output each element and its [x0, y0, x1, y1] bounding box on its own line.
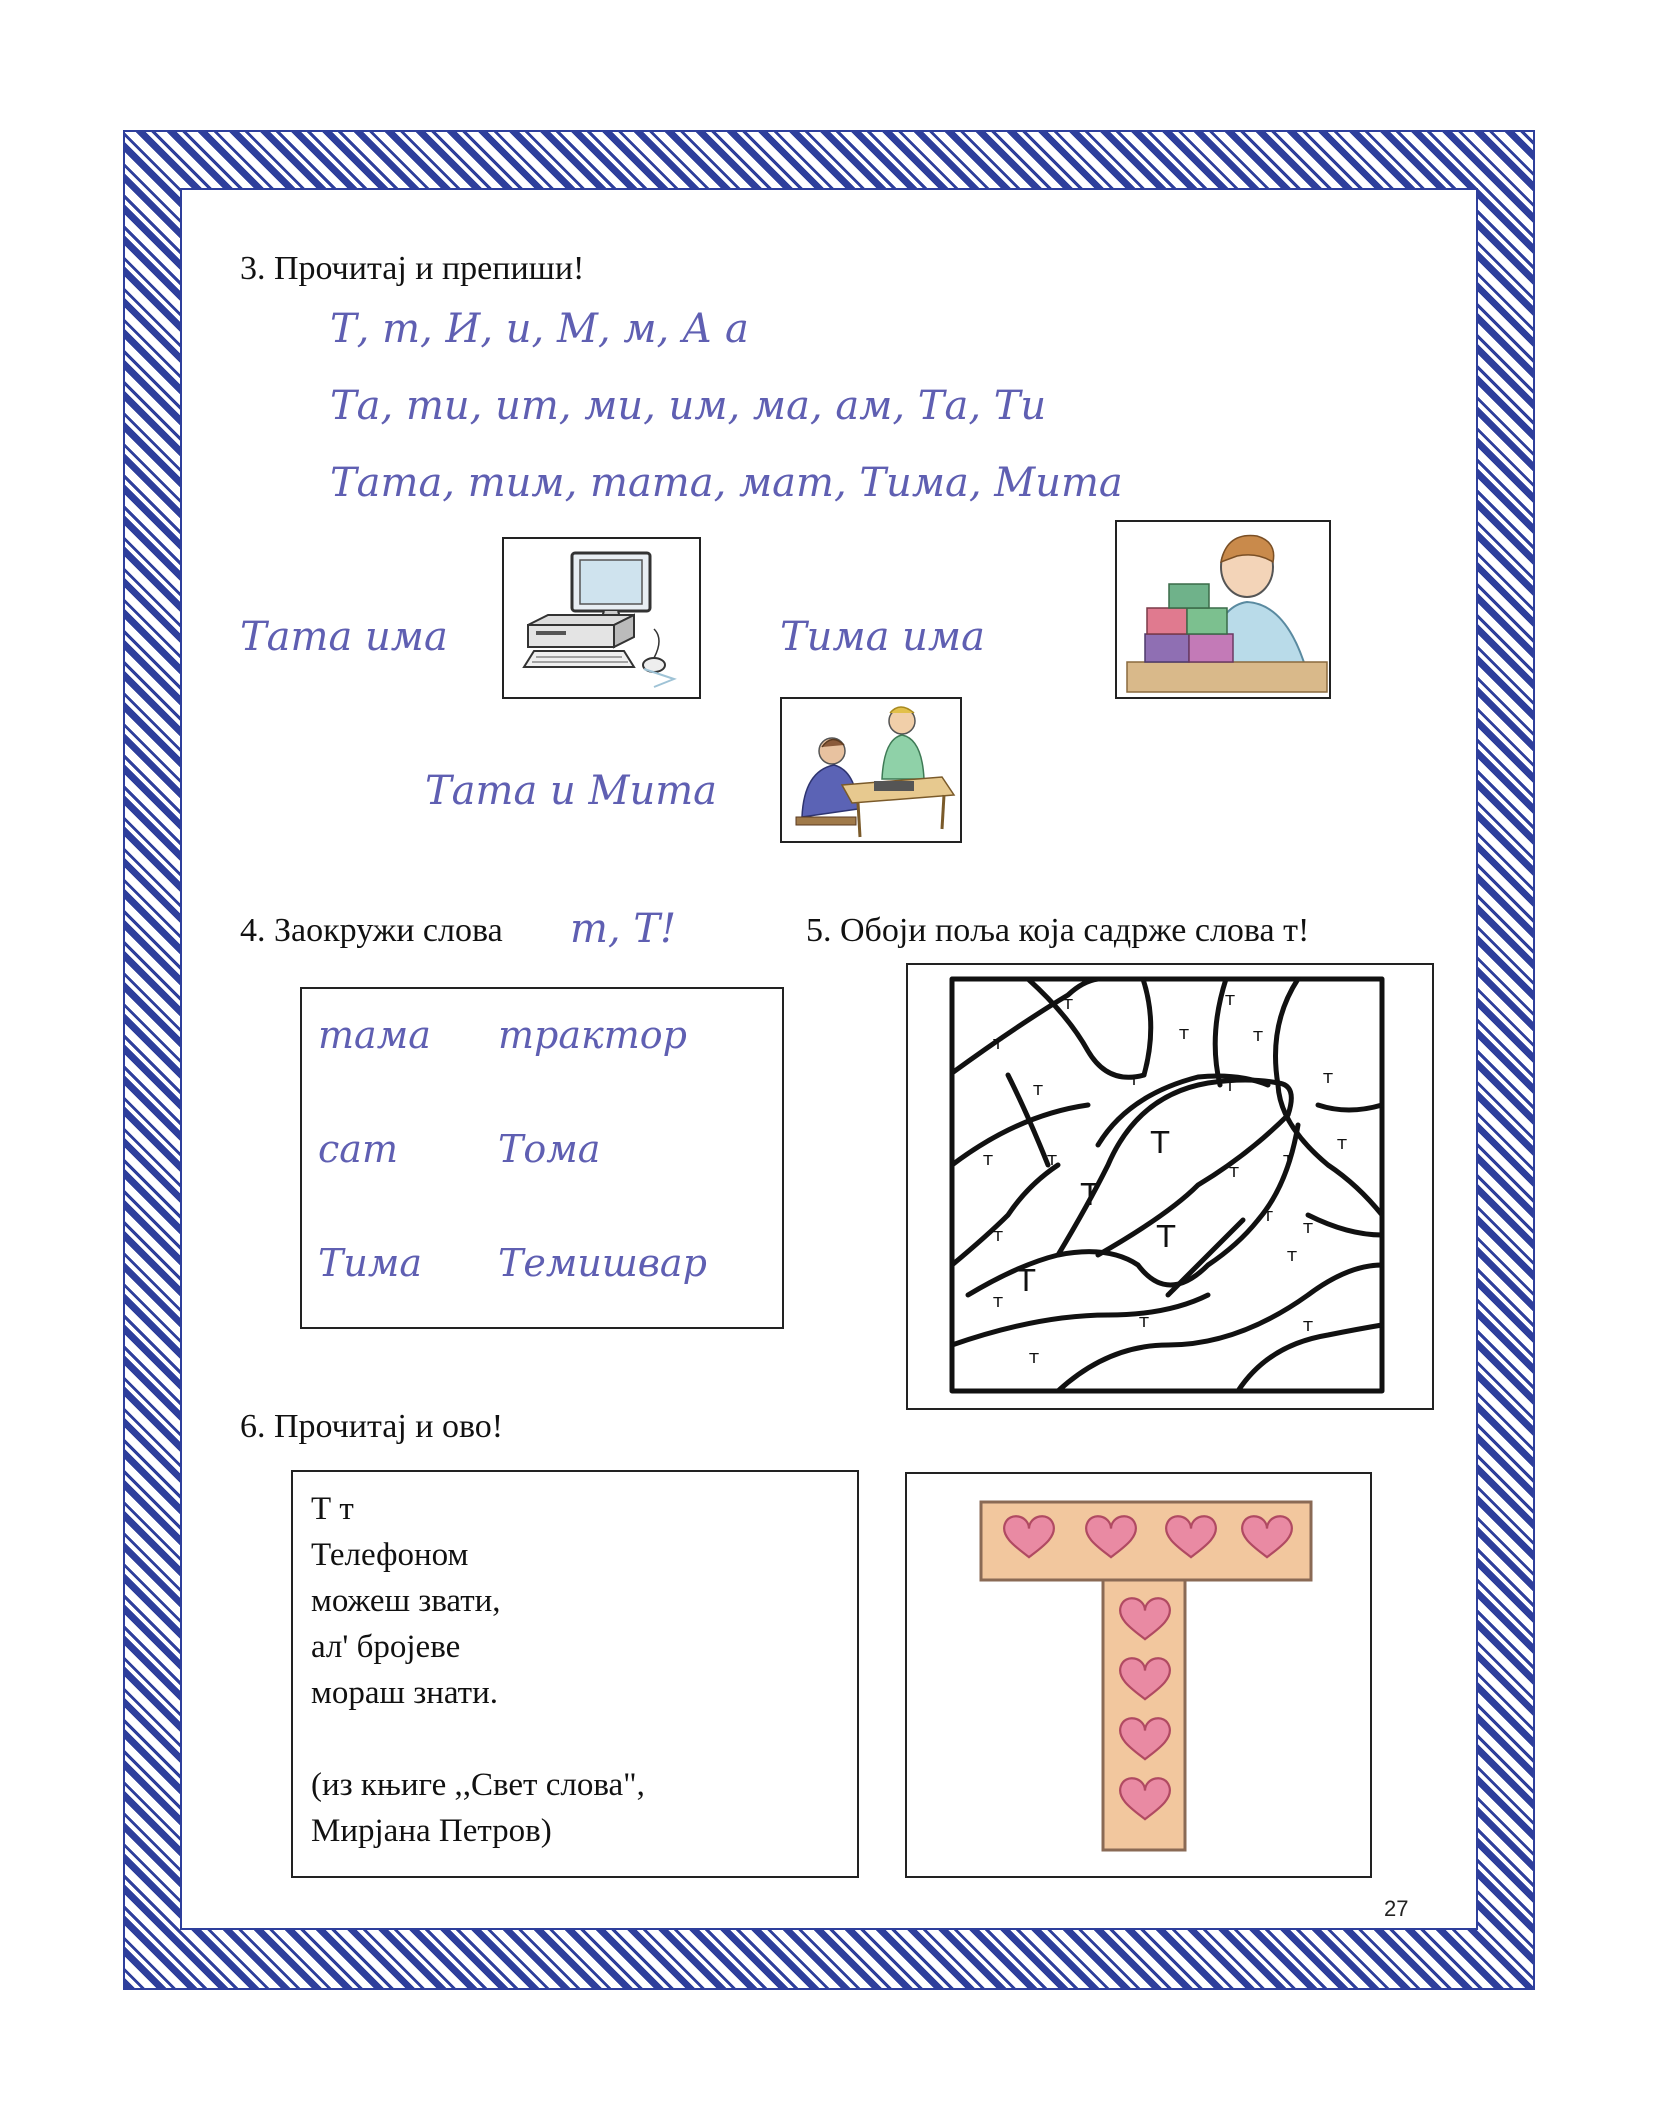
exercise-6-heading: 6. Прочитај и ово! [240, 1408, 504, 1445]
letter-capital-t: Т [1080, 1178, 1100, 1213]
poem-line-3: можеш звати, [311, 1583, 501, 1619]
letter-t: т [1046, 1149, 1058, 1170]
letter-t: т [1224, 1075, 1236, 1096]
target-letters: т, Т! [570, 906, 677, 952]
letter-t: т [1262, 1205, 1274, 1226]
word-sat[interactable]: сат [318, 1127, 398, 1171]
letter-capital-t: Т [1150, 1126, 1170, 1161]
poem-line-1: Т т [311, 1491, 354, 1527]
child-with-blocks-icon [1117, 522, 1329, 697]
poem-credit-line-2: Мирјана Петров) [311, 1813, 552, 1849]
poem-box [291, 1470, 859, 1878]
script-line-3: Тата, тим, тата, мат, Тима, Мита [330, 460, 1123, 506]
page-number: 27 [1384, 1896, 1409, 1921]
word-tima[interactable]: Тима [318, 1241, 422, 1285]
letter-t: т [1322, 1067, 1334, 1088]
poem-line-2: Телефоном [311, 1537, 469, 1573]
letter-capital-t: Т [1016, 1264, 1036, 1299]
caption-tima-ima: Тима има [780, 614, 985, 660]
child-blocks-picture [1115, 520, 1331, 699]
caption-tata-ima: Тата има [240, 614, 448, 660]
letter-t: т [1028, 1347, 1040, 1368]
heart-letter-picture [905, 1472, 1372, 1878]
word-temisvar[interactable]: Темишвар [498, 1241, 707, 1285]
chess-players-picture [780, 697, 962, 843]
word-traktor[interactable]: трактор [498, 1013, 687, 1057]
letter-t: т [992, 1033, 1004, 1054]
letter-t: т [982, 1149, 994, 1170]
computer-icon [504, 539, 699, 697]
poem-credit-line-1: (из књиге ,,Свет слова", [311, 1767, 645, 1803]
poem-text [293, 1472, 857, 1868]
letter-t: т [1138, 1311, 1150, 1332]
letter-t: т [992, 1291, 1004, 1312]
computer-picture [502, 537, 701, 699]
chess-players-icon [782, 699, 960, 841]
poem-line-5: мораш знати. [311, 1675, 499, 1711]
letter-t: т [1128, 1069, 1140, 1090]
letter-capital-t: Т [1156, 1220, 1176, 1255]
heart-letter-t-icon [907, 1474, 1370, 1876]
letter-t: т [992, 1225, 1004, 1246]
word-toma[interactable]: Тома [498, 1127, 601, 1171]
script-line-1: Т, т, И, и, М, м, А а [330, 306, 749, 352]
coloring-picture [906, 963, 1434, 1410]
letter-t: т [1336, 1133, 1348, 1154]
poem-line-4: ал' бројеве [311, 1629, 461, 1665]
letter-t: т [1286, 1245, 1298, 1266]
caption-tata-i-mita: Тата и Мита [425, 768, 717, 814]
letter-t: т [1032, 1079, 1044, 1100]
word-box [300, 987, 784, 1329]
exercise-4-heading: 4. Заокружи слова [240, 912, 503, 949]
word-tama[interactable]: тама [318, 1013, 431, 1057]
letter-t: т [1224, 989, 1236, 1010]
script-line-2: Та, ти, ит, ми, им, ма, ам, Та, Ти [330, 383, 1047, 429]
exercise-5-heading: 5. Обоји поља која садрже слова т! [806, 912, 1310, 949]
letter-t: т [1062, 993, 1074, 1014]
letter-t: т [1178, 1023, 1190, 1044]
letter-t: т [1302, 1217, 1314, 1238]
coloring-regions-icon[interactable] [908, 965, 1432, 1408]
exercise-3-heading: 3. Прочитај и препиши! [240, 250, 585, 287]
letter-t: т [1282, 1149, 1294, 1170]
letter-t: т [1252, 1025, 1264, 1046]
letter-t: т [1302, 1315, 1314, 1336]
letter-t: т [1228, 1161, 1240, 1182]
